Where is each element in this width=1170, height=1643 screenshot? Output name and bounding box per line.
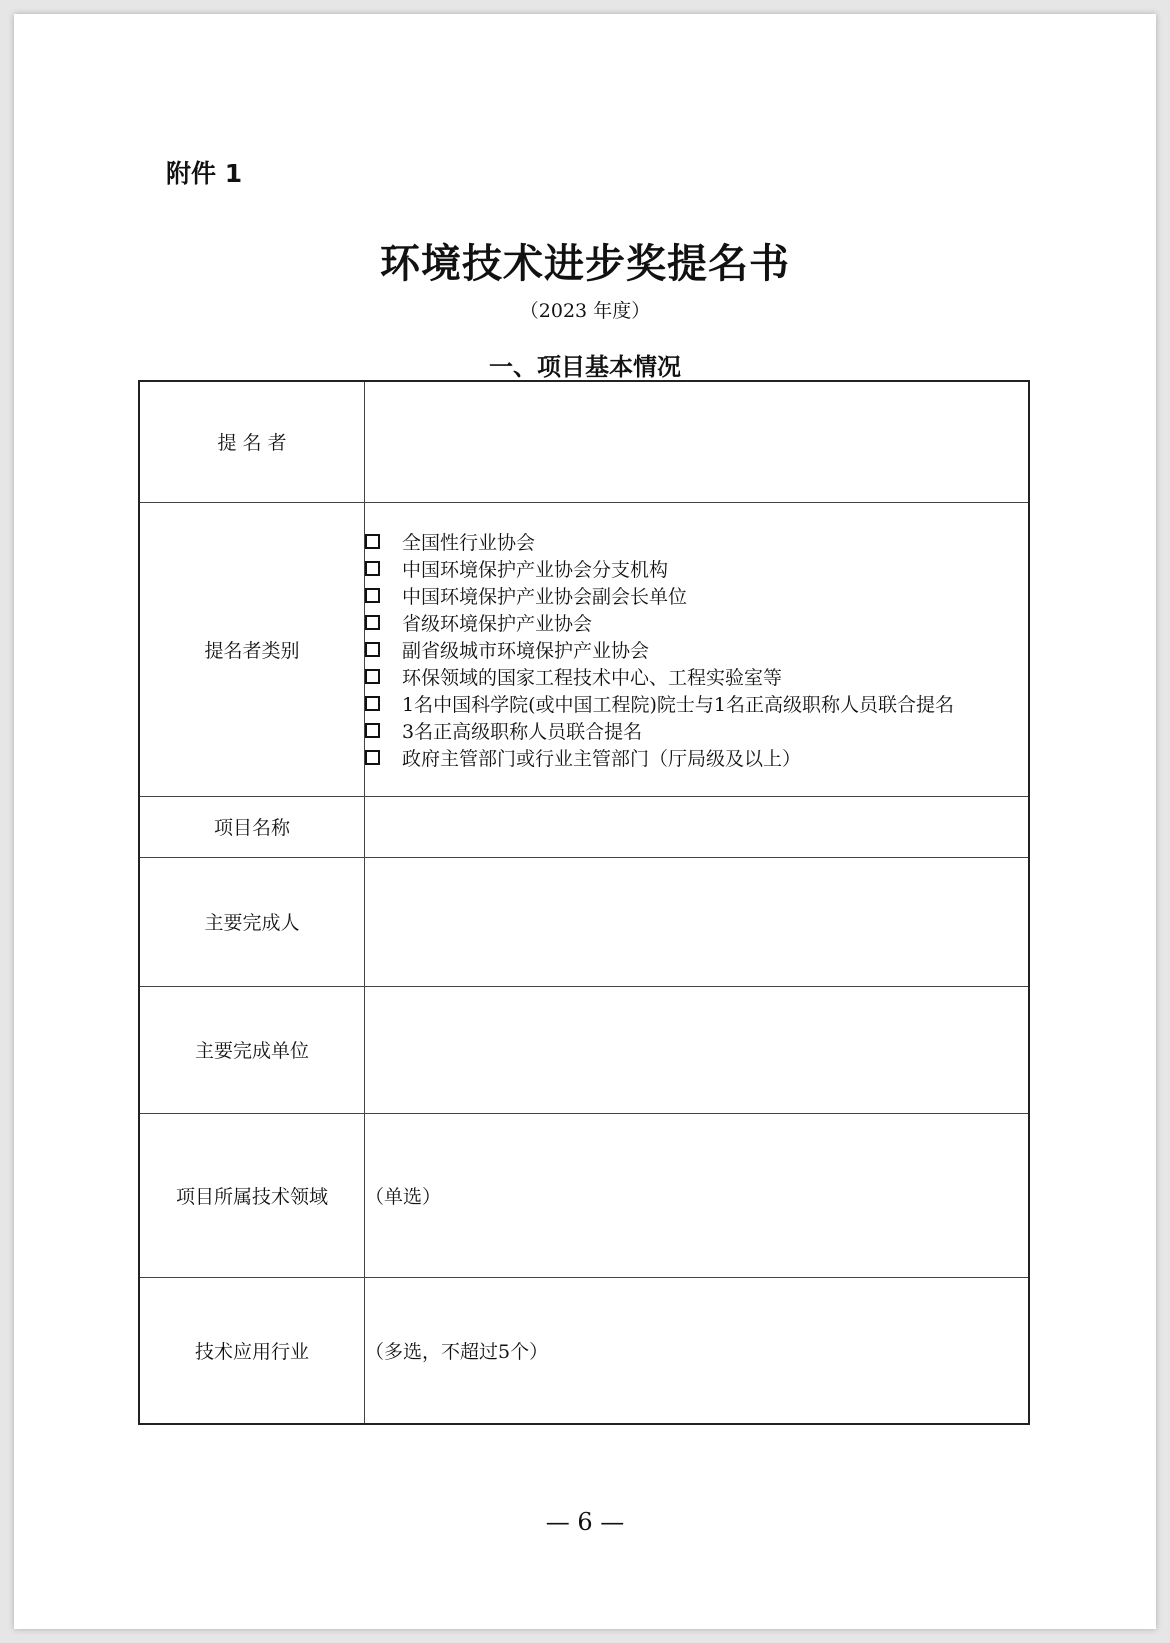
option-item [365,636,1028,663]
attachment-label: 附件 1 [166,159,243,188]
checkbox-icon[interactable] [365,696,380,711]
row-application-industry [139,1277,1029,1424]
option-item [365,555,1028,582]
basic-info-table [138,380,1030,1425]
checkbox-icon[interactable] [365,723,380,738]
nominator-field[interactable] [365,381,1030,502]
checkbox-icon[interactable] [365,669,380,684]
row-project-name [139,796,1029,857]
document-page [14,14,1156,1629]
row-tech-field [139,1113,1029,1277]
row-nominator [139,381,1029,502]
project-name-field[interactable] [365,796,1030,857]
option-label: 3名正高级职称人员联合提名 [402,720,643,743]
checkbox-icon[interactable] [365,750,380,765]
document-title: 环境技术进步奖提名书 [380,241,790,287]
checkbox-icon[interactable] [365,642,380,657]
main-units-field[interactable] [365,986,1030,1113]
project-name-label: 项目名称 [139,796,365,857]
page-number: — 6 — [545,1508,625,1536]
option-item [365,744,1028,771]
nominator-type-options [365,502,1030,796]
option-item [365,582,1028,609]
application-industry-field[interactable]: （多选，不超过5个） [365,1277,1030,1424]
option-label: 中国环境保护产业协会副会长单位 [402,585,688,608]
option-label: 政府主管部门或行业主管部门（厅局级及以上） [402,747,802,770]
tech-field-field[interactable]: （单选） [365,1113,1030,1277]
section-title: 一、项目基本情况 [489,353,681,381]
option-label: 环保领域的国家工程技术中心、工程实验室等 [402,666,783,689]
option-label: 省级环境保护产业协会 [402,612,593,635]
option-label: 全国性行业协会 [402,531,536,554]
row-nominator-type [139,502,1029,796]
checkbox-icon[interactable] [365,561,380,576]
document-year: （2023 年度） [519,300,651,322]
option-item [365,690,1028,717]
option-label: 副省级城市环境保护产业协会 [402,639,650,662]
option-label: 1名中国科学院(或中国工程院)院士与1名正高级职称人员联合提名 [402,693,955,716]
row-main-units [139,986,1029,1113]
application-industry-label: 技术应用行业 [139,1277,365,1424]
checkbox-icon[interactable] [365,588,380,603]
option-item [365,717,1028,744]
main-completers-field[interactable] [365,857,1030,986]
option-item [365,609,1028,636]
main-completers-label: 主要完成人 [139,857,365,986]
row-main-completers [139,857,1029,986]
checkbox-icon[interactable] [365,615,380,630]
main-units-label: 主要完成单位 [139,986,365,1113]
option-label: 中国环境保护产业协会分支机构 [402,558,669,581]
nominator-label: 提 名 者 [139,381,365,502]
checkbox-icon[interactable] [365,534,380,549]
nominator-type-label: 提名者类别 [139,502,365,796]
option-item [365,528,1028,555]
tech-field-label: 项目所属技术领域 [139,1113,365,1277]
option-item [365,663,1028,690]
